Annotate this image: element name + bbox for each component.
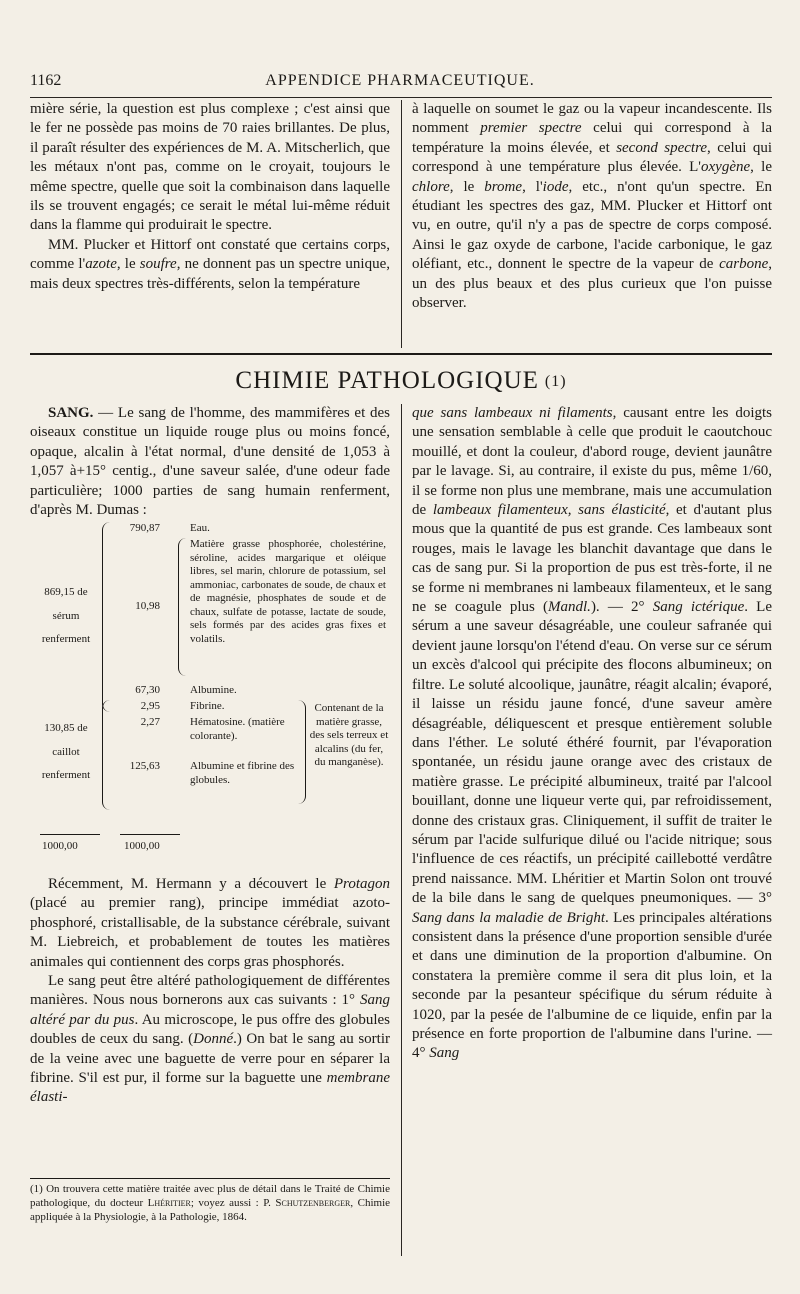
author-lheritier: Lhéritier <box>147 1197 191 1209</box>
term-soufre: soufre <box>139 256 177 273</box>
desc-salts: Matière grasse phosphorée, cholestérine, séroline, acides margarique et oléique libres, sel marin, chlorure de potassium, sel ammoniac, carbonates de soude, de chaux et de magnésie, phosphates de soude et de chaux, sulfate de potasse, lactate de soude, sels formés par des acides gras fixes et volatils. <box>190 538 386 645</box>
running-header <box>30 72 770 96</box>
term-lambeaux: lambeaux filamenteux, sans élasticité <box>432 502 666 519</box>
page-number: 1162 <box>30 72 62 89</box>
desc-hematosine: Hématosine. (matière colorante). <box>190 716 285 742</box>
paragraph-spectra-continued: à laquelle on soumet le gaz ou la vapeur incandescente. Ils nomment premier spectre celui qui correspond à la température la moins élevée, et second spectre, celui qui correspond à une température plus élevée. L'oxygène, le chlore, le brome, l'iode, etc., n'ont qu'un spectre. En étudiant les spectres des gaz, MM. Plucker et Hittorf ont vu, en outre, qu'il n'y a pas de spectre de corps composé. Ainsi le gaz oxyde de carbone, l'acide carbonique, le gaz oléfiant, etc., donnent le spectre de la vapeur de carbone, un des plus beaux et des plus curieux que l'on puisse observer. <box>412 101 772 312</box>
desc-globules: Albumine et fibrine des globules. <box>190 760 295 786</box>
footnote-reference[interactable]: (1) <box>544 373 567 390</box>
value-salts: 10,98 <box>135 600 160 612</box>
term-brome: brome <box>484 178 523 195</box>
term-membrane: membrane élasti- <box>30 1070 390 1106</box>
desc-eau: Eau. <box>190 522 210 534</box>
term-sang-next: Sang <box>429 1045 460 1062</box>
desc-albumine: Albumine. <box>190 684 237 696</box>
term-second-spectre: second spectre <box>616 139 708 156</box>
serum-label: 869,15 de sérum renferment <box>41 586 91 645</box>
term-mandl: Mandl. <box>548 599 591 616</box>
term-chlore: chlore <box>412 178 450 195</box>
running-title: APPENDICE PHARMACEUTIQUE. <box>265 72 535 89</box>
term-donne: Donné <box>193 1031 234 1048</box>
term-bright: Sang dans la maladie de Bright <box>412 909 605 926</box>
caillot-note: Contenant de la matière grasse, des sels terreux et alcalins (du fer, du manganèse). <box>309 702 389 768</box>
term-oxygene: oxygène <box>701 159 751 176</box>
column-divider-top <box>401 100 402 348</box>
paragraph-pus-ictere-bright: que sans lambeaux ni filaments, causant entre les doigts une sensation semblable à celle que produit le caoutchouc mouillé, et dont la couleur, d'abord rouge, devient jaunâtre par le lavage. Si, au contraire, il existe du pus, même 1/60, il se forme non plus une membrane, mais une accumulation de lambeaux filamenteux, sans élasticité, et d'autant plus mous que la quantité de pus est grande. Ces lambeaux sont rouges, mais le lavage les blanchit davantage que dans le cas de sang pur. Si la proportion de pus est très-forte, il ne se forme ni membranes ni lambeaux filamenteux, et le sang ne se coagule plus (Mandl.). — 2° Sang ictérique. Le sérum a une saveur désagréable, une couleur safranée qui devient jaune lorsqu'on l'étend d'eau. On verse sur ce sérum un excès d'alcool qui précipite des flocons albumineux; on filtre. Le soluté alcoolique, jaunâtre, réagit alcalin; évaporé, il laisse un résidu jaune foncé, d'une saveur amère désagréable, déliquescent et presque entièrement soluble dans l'éther. Le soluté éthéré fournit, par l'évaporation spontanée, un résidu jaune orange avec des cristaux de matière grasse. Le précipité albumineux, traité par l'alcool bouillant, donne une liqueur verte qui, par refroidissement, donne des cristaux gras. Cliniquement, il suffit de traiter le sérum par l'acide sulfurique dilué ou l'acide nitrique; sous l'influence de ces réactifs, un précipité caillebotté verdâtre prend naissance. MM. Lhéritier et Martin Solon ont trouvé de la bile dans le sang de quelques pneumoniques. — 3° Sang dans la maladie de Bright. Les principales altérations consistent dans la présence d'une proportion sensible d'urée et dans une diminution de la proportion d'albumine. On constatera la première comme il sera dit plus loin, et la seconde par la pesanteur spécifique du sérum réduite à 1020, par la pesée de l'albumine de ce liquide, enfin par la présence en forte proportion de l'albumine dans l'urine. — 4° Sang <box>412 405 772 1062</box>
total-rule-1 <box>40 834 100 835</box>
desc-fibrine: Fibrine. <box>190 700 225 712</box>
total-left: 1000,00 <box>42 840 78 852</box>
term-premier-spectre: premier spectre <box>480 120 582 137</box>
paragraph-sang-altere: Le sang peut être altéré pathologiquement de différentes manières. Nous nous bornerons aux cas suivants : 1° Sang altéré par du pus. Au microscope, le pus offre des globules doubles de ceux du sang. (Donné.) On bat le sang au sortir de la veine avec une baguette de verre pour en séparer la fibrine. S'il est pur, il forme sur la baguette une membrane élasti- <box>30 973 390 1106</box>
top-left-column <box>30 100 390 294</box>
section-title: CHIMIE PATHOLOGIQUE (1) <box>235 367 567 394</box>
bottom-right-column <box>412 404 772 1064</box>
value-globules: 125,63 <box>129 760 160 772</box>
value-albumine: 67,30 <box>135 684 160 696</box>
paragraph-protagon: Récemment, M. Hermann y a découvert le Protagon (placé au premier rang), principe immédiat azoto-phosphoré, cristallisable, de la substance cérébrale, suivant M. Liebreich, et probablement de toutes les matières animales qui contiennent des corps gras phosphorés. <box>30 876 390 970</box>
value-hematosine: 2,27 <box>140 716 160 728</box>
footnote: (1) On trouvera cette matière traitée avec plus de détail dans le Traité de Chimie pathologique, du docteur Lhéritier; voyez aussi : P. Schutzenberger, Chimie appliquée à la Physiologie, à la Pathologie, 1864. <box>30 1183 391 1223</box>
section-rule <box>30 353 772 355</box>
author-schutzenberger: Schutzenberger <box>275 1197 351 1209</box>
term-carbone: carbone <box>719 256 769 273</box>
column-divider-main <box>401 404 402 1256</box>
total-right: 1000,00 <box>124 840 160 852</box>
caillot-note-brace <box>298 700 306 804</box>
value-eau: 790,87 <box>129 522 160 534</box>
term-protagon: Protagon <box>333 876 390 892</box>
salts-brace <box>178 538 186 676</box>
total-rule-2 <box>120 834 180 835</box>
paragraph-plucker-hittorf: MM. Plucker et Hittorf ont constaté que certains corps, comme l'azote, le soufre, ne donnent pas un spectre unique, mais deux spectres très-différents, selon la température <box>30 236 390 292</box>
blood-composition-table <box>30 520 390 860</box>
bottom-left-column <box>30 875 390 1108</box>
sang-intro: SANG. — Le sang de l'homme, des mammifères et des oiseaux constitue un liquide rouge plus ou moins foncé, opaque, alcalin à l'état normal, d'une densité de 1,053 à 1,057 à+15° centig., d'une saveur salée, d'une odeur fade particulière; 1000 parties de sang humain renferment, d'après M. Dumas : <box>30 405 390 519</box>
caillot-label: 130,85 de caillot renferment <box>41 722 91 781</box>
value-fibrine: 2,95 <box>140 700 160 712</box>
term-sang-icterique: Sang ictérique <box>652 599 745 616</box>
footnote-rule <box>30 1178 390 1179</box>
term-sang-altere: Sang altéré par du pus <box>30 992 390 1028</box>
term-sans-lambeaux: que sans lambeaux ni filaments <box>412 405 613 421</box>
term-azote: azote <box>85 256 117 273</box>
paragraph-metals-spectra: mière série, la question est plus complexe ; c'est ainsi que le fer ne possède pas moins de 70 raies brillantes. De plus, il paraît résulter des expériences de M. A. Mitscherlich, que les métaux n'ont pas, comme on le croyait, toujours le même spectre, quelle que soit la combinaison dans laquelle ils se trouvent engagés; ce serait le métal lui-même réduit dans la flamme qui produirait le spectre. <box>30 101 390 234</box>
term-iode: iode <box>542 178 569 195</box>
entry-heading-sang: SANG. <box>48 405 94 421</box>
header-rule <box>30 97 772 98</box>
top-right-column <box>412 100 772 313</box>
